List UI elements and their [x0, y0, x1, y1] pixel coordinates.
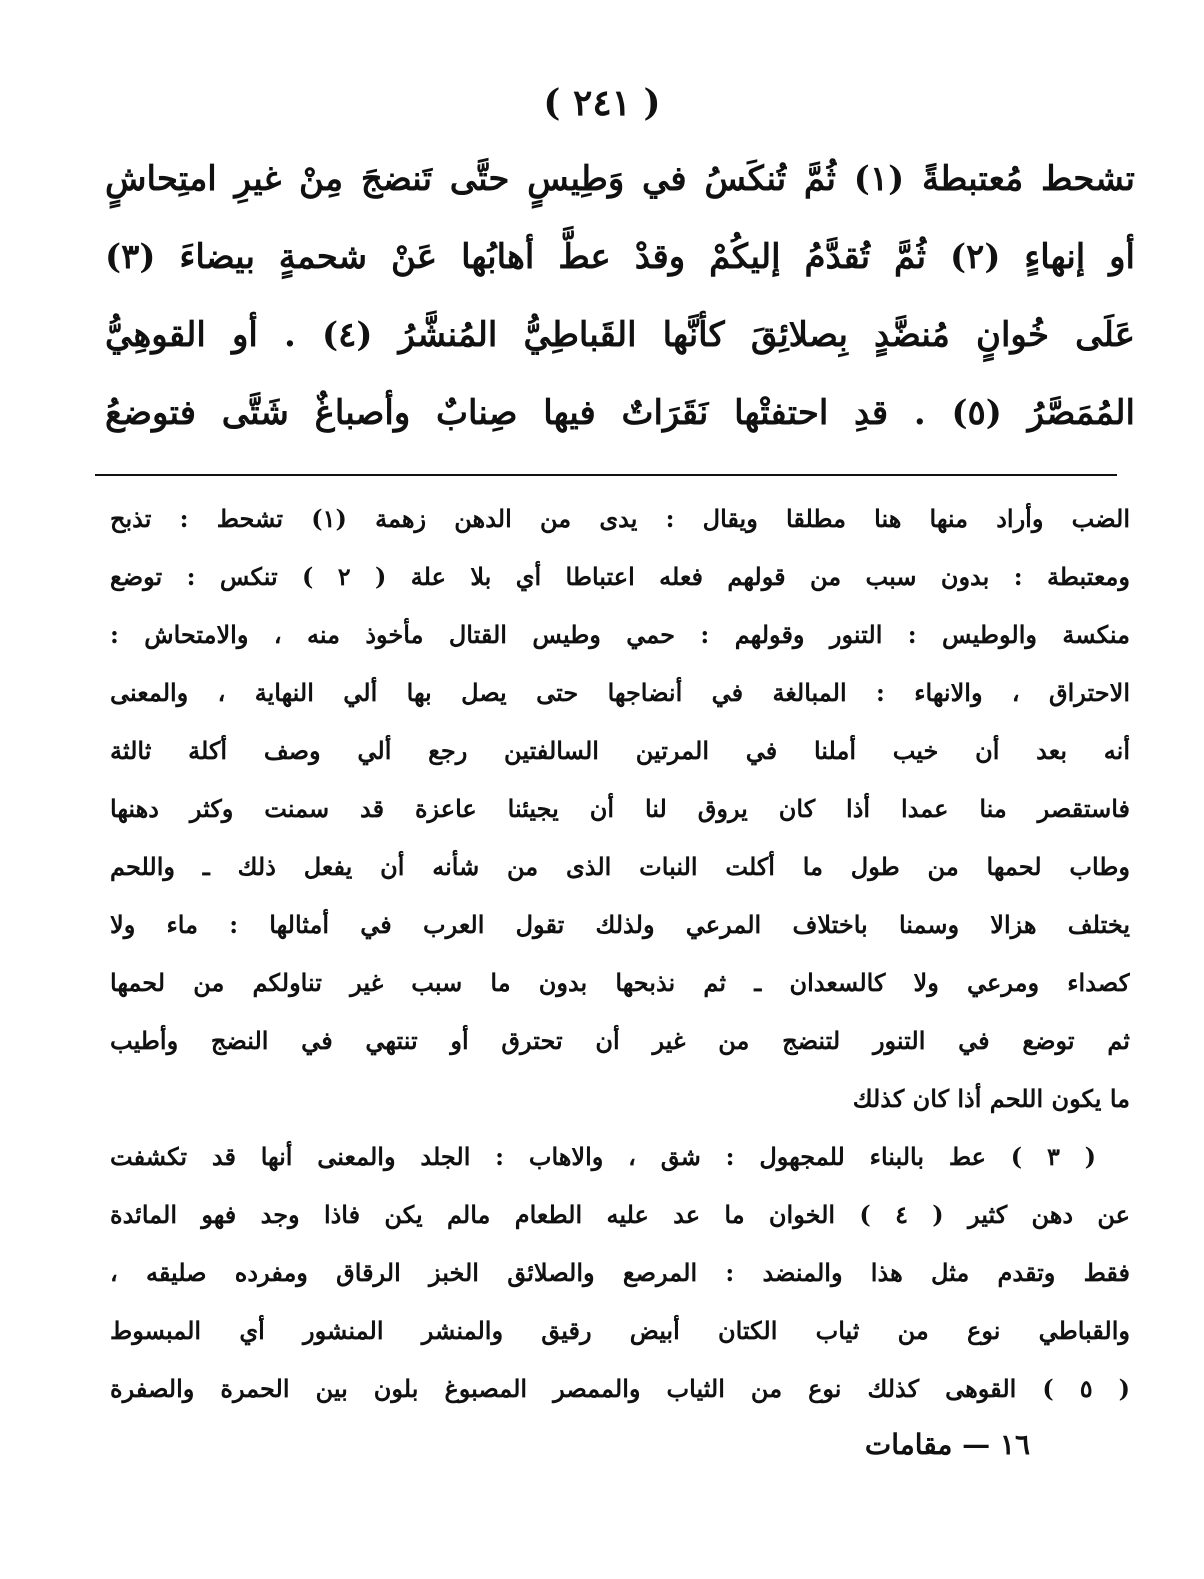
- footnote-line: والقباطي نوع من ثياب الكتان أبيض رقيق والمنشر المنشور أي المبسوط: [110, 1316, 1130, 1345]
- footnotes: [110, 490, 1130, 1418]
- footnote-line: الضب وأراد منها هنا مطلقا ويقال : يدى من الدهن زهمة (١) تشحط : تذبح: [110, 504, 1130, 533]
- footnote-line: الاحتراق ، والانهاء : المبالغة في أنضاجها حتى يصل بها ألي النهاية ، والمعنى: [110, 678, 1130, 707]
- footnote-line: ما يكون اللحم أذا كان كذلك: [852, 1084, 1130, 1113]
- main-text-line: أو إنهاءٍ (٢) ثُمَّ تُقدَّمُ إليكُمْ وقدْ عطَّ أهابُها عَنْ شحمةٍ بيضاءَ (٣): [105, 237, 1135, 277]
- footnote-line: ومعتبطة : بدون سبب من قولهم فعله اعتباطا أي بلا علة ( ٢ ) تنكس : توضع: [110, 562, 1130, 591]
- main-text-line: عَلَى خُوانٍ مُنضَّدٍ بِصلائِقَ كأنَّها القَباطِيُّ المُنشَّرُ (٤) . أو القوهِيُّ: [105, 315, 1135, 355]
- footnote-line: وطاب لحمها من طول ما أكلت النبات الذى من شأنه أن يفعل ذلك ـ واللحم: [110, 852, 1130, 881]
- page-number: ( ٢٤١ ): [543, 82, 661, 124]
- footnote-line: فاستقصر منا عمدا أذا كان يروق لنا أن يجيئنا عاعزة قد سمنت وكثر دهنها: [110, 794, 1130, 823]
- footnote-line: عن دهن كثير ( ٤ ) الخوان ما عد عليه الطعام مالم يكن فاذا وجد فهو المائدة: [110, 1200, 1130, 1229]
- footnote-line: ثم توضع في التنور لتنضج من غير أن تحترق أو تنتهي في النضج وأطيب: [110, 1026, 1130, 1055]
- footnote-line: كصداء ومرعي ولا كالسعدان ـ ثم نذبحها بدون ما سبب غير تناولكم من لحمها: [110, 968, 1130, 997]
- printer-signature: ١٦ — مقامات: [864, 1428, 1030, 1461]
- footnote-line: منكسة والوطيس : التنور وقولهم : حمي وطيس القتال مأخوذ منه ، والامتحاش :: [110, 620, 1130, 649]
- footnote-line: ( ٥ ) القوهى كذلك نوع من الثياب والممصر المصبوغ بلون بين الحمرة والصفرة: [110, 1374, 1130, 1403]
- footnote-divider: [95, 474, 1117, 476]
- main-text: [105, 140, 1135, 452]
- footnote-line: أنه بعد أن خيب أملنا في المرتين السالفتين رجع ألي وصف أكلة ثالثة: [110, 736, 1130, 765]
- footnote-line: ( ٣ ) عط بالبناء للمجهول : شق ، والاهاب : الجلد والمعنى أنها قد تكشفت: [110, 1142, 1096, 1171]
- main-text-line: تشحط مُعتبطةً (١) ثُمَّ تُنكَسُ في وَطِيسٍ حتَّى تَنضجَ مِنْ غيرِ امتِحاشٍ: [105, 159, 1135, 199]
- main-text-line: المُمَصَّرُ (٥) . قدِ احتفتْها نَقَرَاتٌ فيها صِنابٌ وأصباغٌ شَتَّى فتوضعُ: [105, 393, 1135, 433]
- footnote-line: يختلف هزالا وسمنا باختلاف المرعي ولذلك تقول العرب في أمثالها : ماء ولا: [110, 910, 1130, 939]
- footnote-line: فقط وتقدم مثل هذا والمنضد : المرصع والصلائق الخبز الرقاق ومفرده صليقه ،: [110, 1258, 1130, 1287]
